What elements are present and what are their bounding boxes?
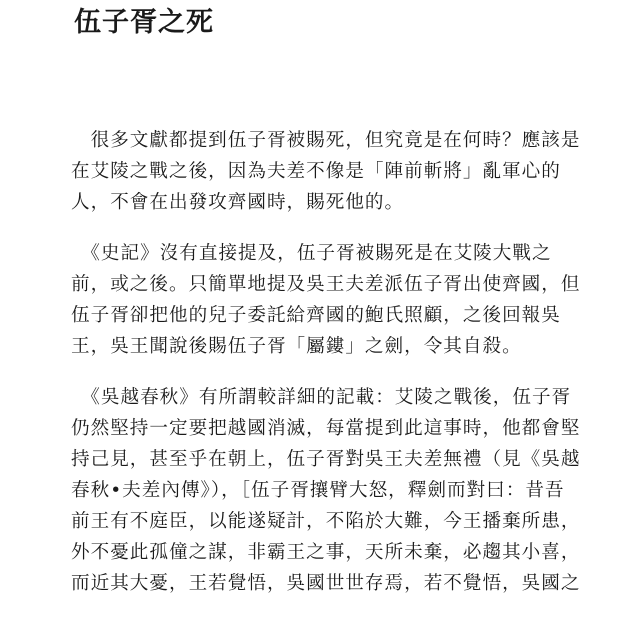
text-line: 外不憂此孤僮之謀，非霸王之事，天所未棄，必趨其小喜， <box>71 542 581 563</box>
text-line: 人，不會在出發攻齊國時，賜死他的。 <box>71 192 405 213</box>
text-line: 春秋•夫差內傳》），［伍子胥攘臂大怒，釋劍而對曰：昔吾 <box>71 480 565 501</box>
text-line: 在艾陵之戰之後，因為夫差不像是「陣前斬將」亂軍心的 <box>71 161 561 182</box>
text-line: 很多文獻都提到伍子胥被賜死，但究竟是在何時？應該是 <box>71 130 581 151</box>
article-body <box>71 125 581 619</box>
text-line: 仍然堅持一定要把越國消滅，每當提到此這事時，他都會堅 <box>71 418 581 439</box>
text-line: 前王有不庭臣，以能遂疑計，不陷於大難，今王播棄所患， <box>71 511 581 532</box>
paragraph-2 <box>71 238 581 362</box>
text-line: 而近其大憂，王若覺悟，吳國世世存焉，若不覺悟，吳國之 <box>71 573 581 594</box>
text-line: 伍子胥卻把他的兒子委託給齊國的鮑氏照顧，之後回報吳 <box>71 305 561 326</box>
text-line: 前，或之後。只簡單地提及吳王夫差派伍子胥出使齊國，但 <box>71 274 581 295</box>
text-line: 《史記》沒有直接提及，伍子胥被賜死是在艾陵大戰之 <box>71 243 552 264</box>
paragraph-3 <box>71 382 581 599</box>
text-line: 王，吳王聞說後賜伍子胥「屬鏤」之劍，令其自殺。 <box>71 336 522 357</box>
text-line: 《吳越春秋》有所謂較詳細的記載：艾陵之戰後，伍子胥 <box>71 387 572 408</box>
article-title: 伍子胥之死 <box>74 7 214 38</box>
paragraph-1 <box>71 125 581 218</box>
text-line: 持己見，甚至乎在朝上，伍子胥對吳王夫差無禮（見《吳越 <box>71 449 581 470</box>
